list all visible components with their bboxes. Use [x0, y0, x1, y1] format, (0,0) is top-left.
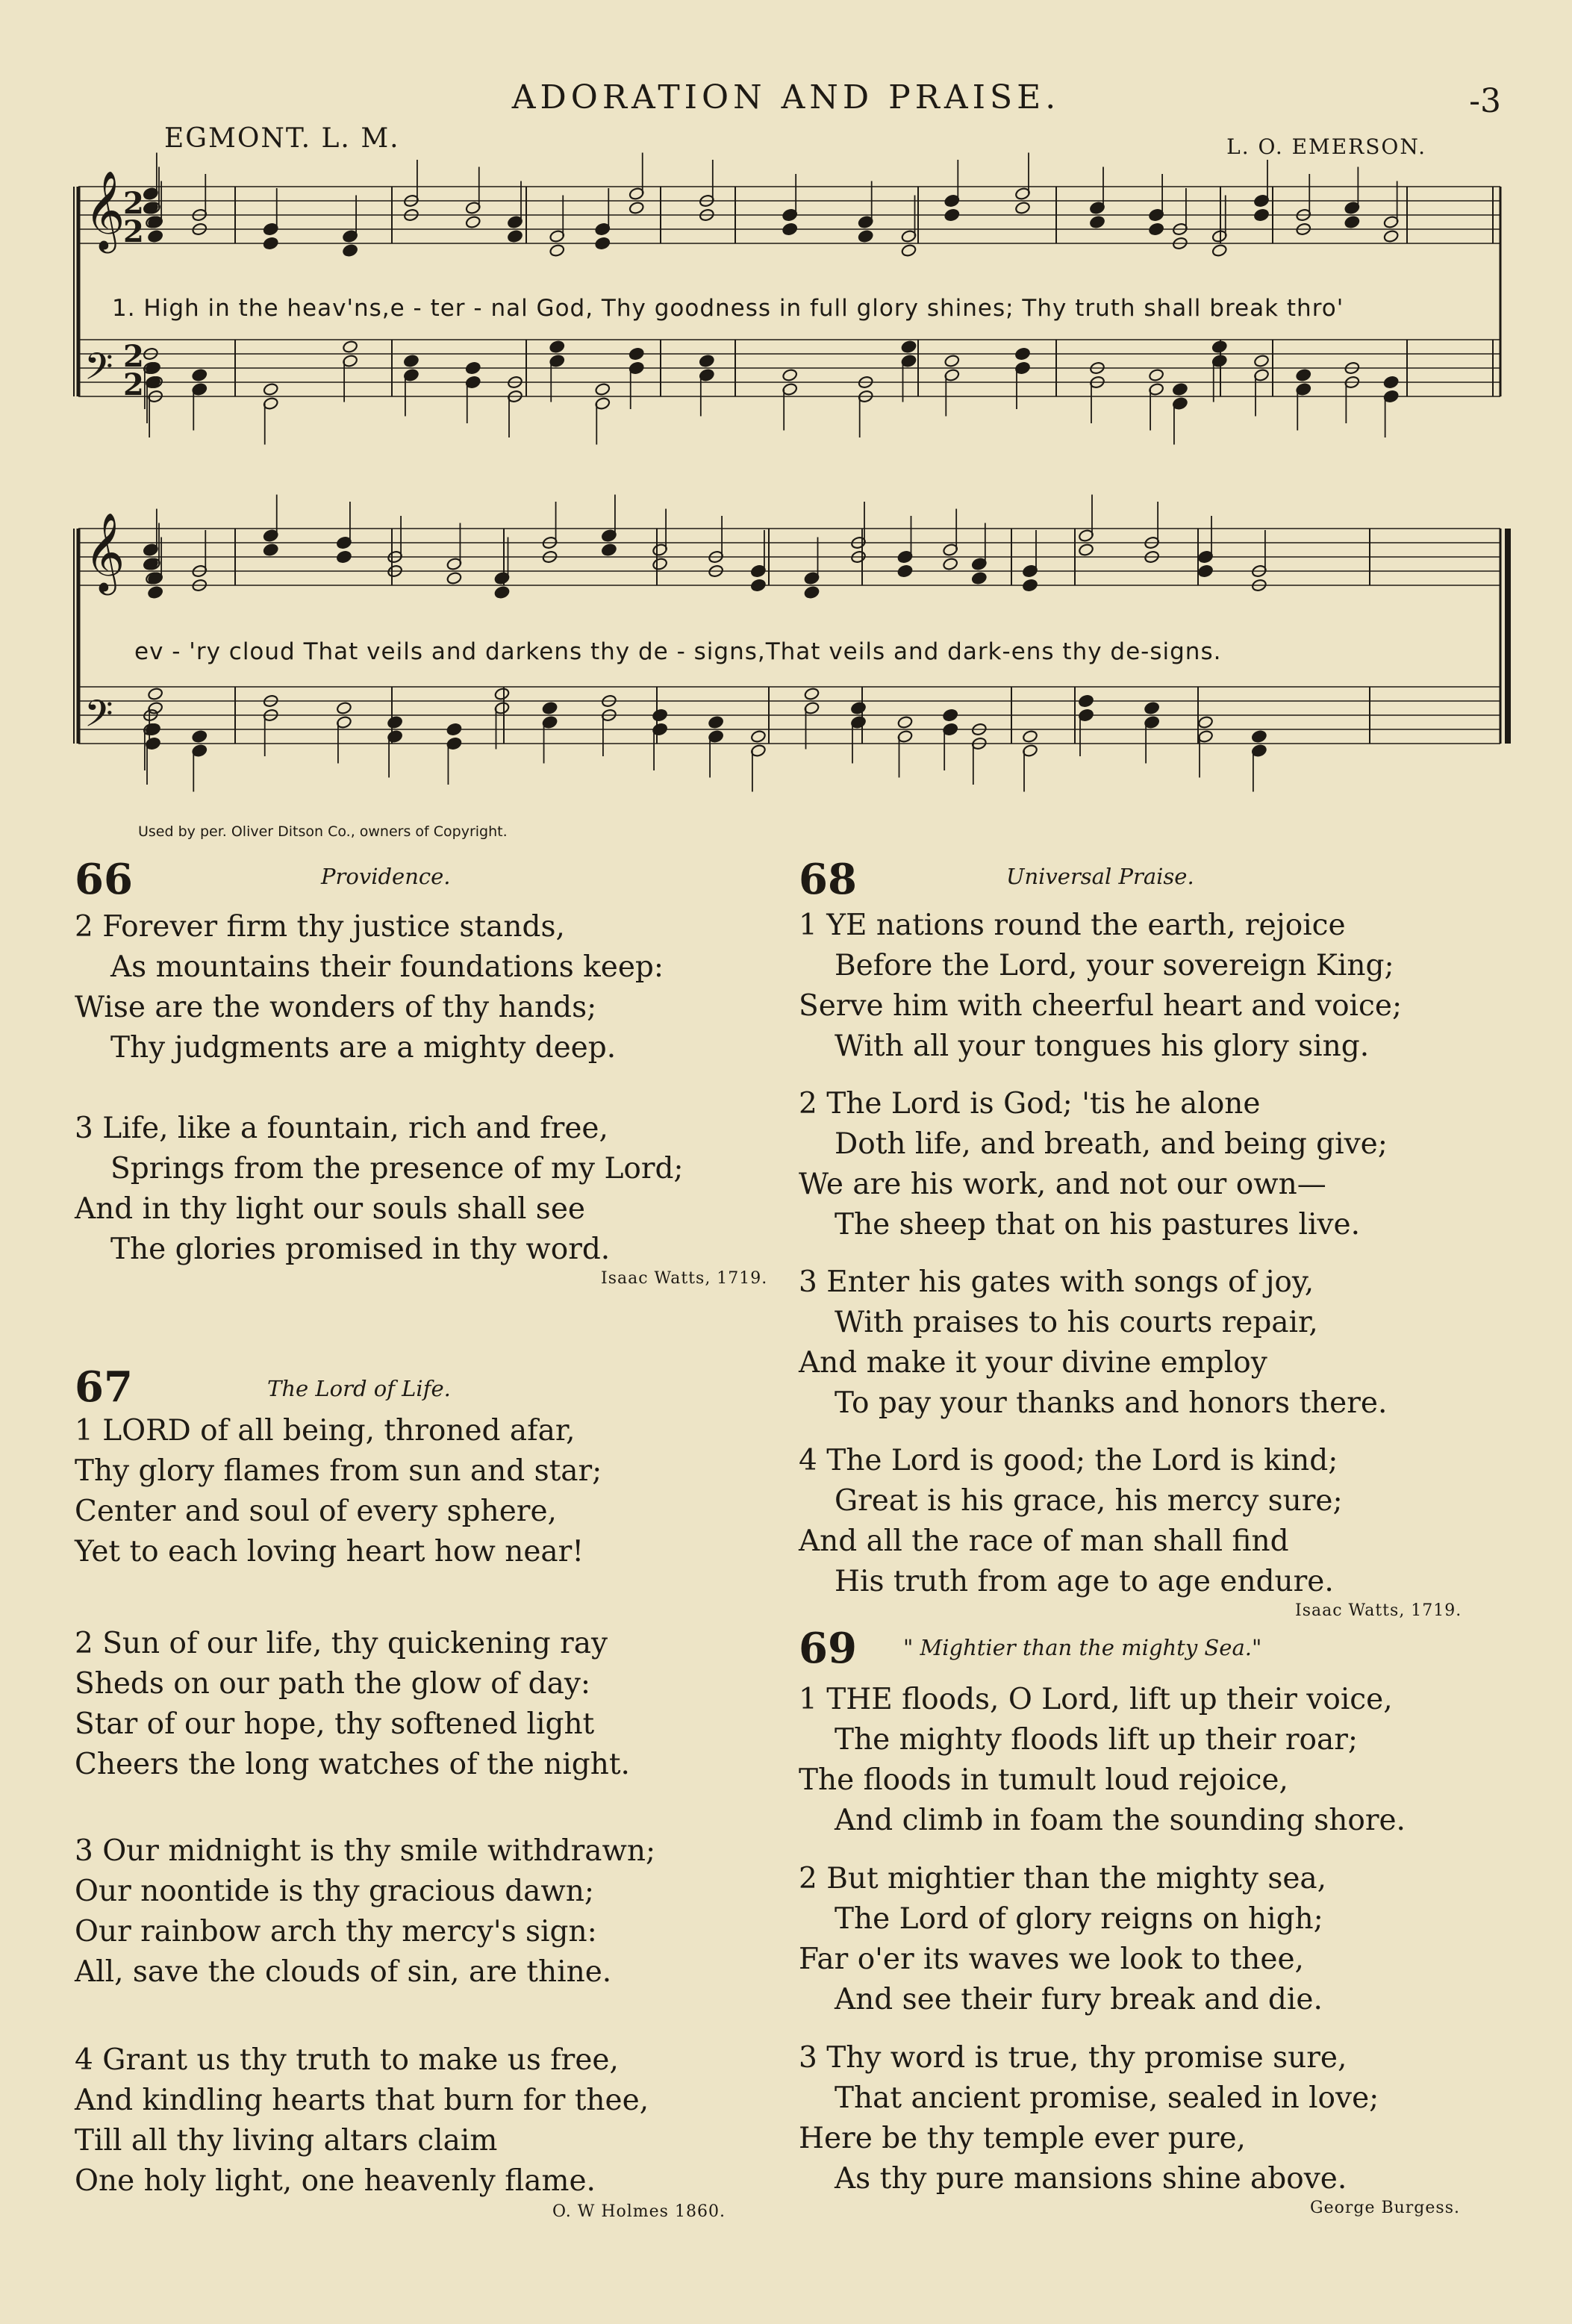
bass-clef-icon: 𝄢 — [84, 345, 113, 398]
stanza-line: Doth life, and breath, and being give; — [835, 1127, 1388, 1161]
note-head — [629, 347, 644, 361]
note-head — [549, 243, 565, 257]
stanza-line: The mighty floods lift up their roar; — [835, 1723, 1359, 1757]
stanza-line: All, save the clouds of sin, are thine. — [75, 1955, 612, 1989]
hymn-number: 68 — [799, 855, 857, 904]
note-head — [147, 229, 163, 243]
note-head — [897, 715, 913, 729]
stanza-line: 2 Sun of our life, thy quickening ray — [75, 1627, 608, 1660]
note-head — [1148, 222, 1164, 236]
note-head — [147, 687, 163, 700]
stanza-line: 4 The Lord is good; the Lord is kind; — [799, 1444, 1338, 1477]
note-head — [1197, 715, 1213, 729]
stanza-1 — [75, 1411, 602, 1572]
stanza-1 — [799, 906, 1402, 1067]
note-head — [494, 687, 510, 700]
note-head — [542, 701, 558, 714]
note-head — [263, 237, 278, 250]
note-head — [336, 550, 352, 564]
stanza-line: The glories promised in thy word. — [110, 1233, 611, 1266]
note-head — [850, 701, 866, 714]
note-head — [943, 708, 958, 722]
note-head — [1078, 543, 1094, 556]
stanza-line: Thy glory flames from sun and star; — [75, 1454, 602, 1488]
stanza-line: 2 The Lord is God; 'tis he alone — [799, 1087, 1261, 1121]
stanza-line: Sheds on our path the glow of day: — [75, 1667, 590, 1701]
bass-clef-icon: 𝄢 — [84, 692, 113, 745]
note-head — [263, 543, 278, 556]
note-head — [1078, 694, 1094, 708]
note-head — [465, 361, 481, 375]
note-head — [858, 229, 873, 243]
treble-clef-icon: 𝄞 — [84, 511, 125, 592]
note-head — [507, 229, 523, 243]
stanza-line: Far o'er its waves we look to thee, — [799, 1943, 1304, 1976]
note-head — [1014, 201, 1030, 214]
note-head — [1089, 215, 1105, 228]
note-head — [943, 557, 958, 570]
stanza-line: Thy judgments are a mighty deep. — [110, 1031, 617, 1065]
note-head — [782, 368, 798, 381]
hymn-author: O. W Holmes 1860. — [552, 2202, 726, 2221]
stanza-line: As mountains their foundations keep: — [110, 950, 664, 984]
note-head — [465, 215, 481, 228]
hymn-author: Isaac Watts, 1719. — [1295, 1601, 1462, 1620]
stanza-2 — [75, 907, 664, 1068]
time-signature-numerator: 2 — [123, 186, 144, 222]
lyric-line-1: 1. High in the heav'ns,e - ter - nal God, Thy goodness in full glory shines; Thy truth shall break thro' — [112, 295, 1344, 322]
note-head — [336, 701, 352, 714]
stanza-3 — [75, 1109, 684, 1270]
stanza-line: The Lord of glory reigns on high; — [835, 1902, 1323, 1936]
time-signature-numerator: 2 — [123, 339, 144, 375]
note-head — [804, 687, 820, 700]
stanza-line: 4 Grant us thy truth to make us free, — [75, 2043, 619, 2077]
note-head — [629, 201, 644, 214]
note-head — [595, 382, 611, 396]
hymn-title: " Mightier than the mighty Sea." — [903, 1635, 1262, 1660]
hymn-title: Providence. — [321, 864, 451, 889]
note-head — [1014, 347, 1030, 361]
page-number: -3 — [1469, 82, 1501, 120]
note-head — [1251, 729, 1267, 743]
stanza-line: To pay your thanks and honors there. — [835, 1386, 1388, 1420]
stanza-line: Yet to each loving heart how near! — [75, 1535, 584, 1568]
note-head — [708, 715, 723, 729]
stanza-line: His truth from age to age endure. — [835, 1565, 1334, 1598]
note-head — [652, 557, 667, 570]
stanza-line: 1 YE nations round the earth, rejoice — [799, 909, 1346, 942]
note-head — [1148, 368, 1164, 381]
stanza-line: Cheers the long watches of the night. — [75, 1748, 630, 1781]
lyric-line-2: ev - 'ry cloud That veils and darkens thy de - signs,That veils and dark-ens thy de-signs. — [134, 638, 1222, 665]
stanza-line: 3 Our midnight is thy smile withdrawn; — [75, 1834, 656, 1868]
note-head — [971, 571, 987, 585]
note-head — [750, 579, 766, 592]
note-head — [750, 729, 766, 743]
stanza-line: 2 But mightier than the mighty sea, — [799, 1862, 1327, 1895]
note-head — [1144, 701, 1159, 714]
note-head — [446, 723, 462, 736]
note-head — [1022, 579, 1038, 592]
hymn-title: The Lord of Life. — [267, 1376, 451, 1401]
note-head — [595, 237, 611, 250]
tune-name: EGMONT. L. M. — [164, 123, 400, 154]
stanza-line: One holy light, one heavenly flame. — [75, 2164, 596, 2198]
note-head — [147, 585, 163, 599]
note-head — [1383, 229, 1399, 243]
stanza-3 — [799, 2038, 1379, 2199]
stanza-line: 3 Enter his gates with songs of joy, — [799, 1265, 1314, 1299]
note-head — [1211, 340, 1227, 353]
stanza-3 — [75, 1831, 655, 1993]
stanza-line: 2 Forever firm thy justice stands, — [75, 910, 565, 944]
stanza-line: Here be thy temple ever pure, — [799, 2122, 1246, 2155]
stanza-line: 3 Thy word is true, thy promise sure, — [799, 2041, 1347, 2075]
stanza-line: With all your tongues his glory sing. — [835, 1029, 1370, 1063]
stanza-line: The sheep that on his pastures live. — [835, 1208, 1360, 1242]
stanza-line: Center and soul of every sphere, — [75, 1495, 557, 1528]
note-head — [1172, 382, 1188, 396]
stanza-line: And in thy light our souls shall see — [75, 1192, 585, 1226]
stanza-line: And climb in foam the sounding shore. — [835, 1804, 1406, 1837]
note-head — [804, 585, 820, 599]
treble-clef-icon: 𝄞 — [84, 169, 125, 250]
composer: L. O. EMERSON. — [1226, 134, 1426, 159]
hymn-author: Isaac Watts, 1719. — [601, 1269, 768, 1288]
note-head — [901, 340, 917, 353]
note-head — [1211, 243, 1227, 257]
stanza-2 — [799, 1084, 1388, 1245]
note-head — [192, 729, 208, 743]
stanza-line: 3 Life, like a fountain, rich and free, — [75, 1112, 608, 1145]
stanza-line: Our rainbow arch thy mercy's sign: — [75, 1915, 597, 1948]
stanza-2 — [799, 1859, 1326, 2020]
time-signature-denominator: 2 — [123, 214, 144, 250]
stanza-line: And see their fury break and die. — [835, 1983, 1323, 2016]
note-head — [1022, 729, 1038, 743]
stanza-4 — [75, 2040, 649, 2202]
stanza-line: Serve him with cheerful heart and voice; — [799, 989, 1403, 1023]
stanza-2 — [75, 1624, 630, 1785]
stanza-line: Our noontide is thy gracious dawn; — [75, 1875, 595, 1908]
stanza-line: We are his work, and not our own— — [799, 1168, 1326, 1201]
hymn-number: 67 — [75, 1362, 133, 1412]
running-head: ADORATION AND PRAISE. — [511, 78, 1061, 116]
note-head — [342, 243, 358, 257]
stanza-line: That ancient promise, sealed in love; — [835, 2081, 1379, 2115]
hymn-number: 66 — [75, 855, 133, 904]
stanza-line: 1 LORD of all being, throned afar, — [75, 1414, 576, 1448]
note-head — [263, 382, 278, 396]
hymn-title: Universal Praise. — [1006, 864, 1194, 889]
note-head — [1253, 208, 1269, 222]
stanza-line: Great is his grace, his mercy sure; — [835, 1484, 1343, 1518]
stanza-line: Till all thy living altars claim — [75, 2124, 498, 2158]
stanza-line: The floods in tumult loud rejoice, — [799, 1763, 1288, 1797]
stanza-4 — [799, 1441, 1343, 1602]
music-score — [0, 0, 1572, 844]
note-head — [601, 543, 617, 556]
note-head — [494, 585, 510, 599]
note-head — [192, 368, 208, 381]
stanza-line: And make it your divine employ — [799, 1346, 1267, 1380]
note-head — [387, 715, 402, 729]
note-head — [342, 340, 358, 353]
stanza-line: Before the Lord, your sovereign King; — [835, 949, 1394, 982]
note-head — [944, 208, 960, 222]
stanza-line: Star of our hope, thy softened light — [75, 1707, 595, 1741]
stanza-line: With praises to his courts repair, — [835, 1306, 1318, 1339]
stanza-line: And kindling hearts that burn for thee, — [75, 2084, 649, 2117]
copyright-notice: Used by per. Oliver Ditson Co., owners of Copyright. — [138, 823, 508, 840]
stanza-line: And all the race of man shall find — [799, 1524, 1289, 1558]
stanza-3 — [799, 1262, 1387, 1424]
note-head — [1383, 376, 1399, 389]
stanza-line: Springs from the presence of my Lord; — [110, 1152, 684, 1186]
note-head — [1344, 215, 1360, 228]
note-head — [897, 564, 913, 578]
hymn-author: George Burgess. — [1310, 2199, 1460, 2217]
hymn-number: 69 — [799, 1624, 857, 1673]
stanza-1 — [799, 1680, 1406, 1841]
note-head — [901, 243, 917, 257]
stanza-line: As thy pure mansions shine above. — [835, 2162, 1347, 2196]
note-head — [1197, 564, 1213, 578]
note-head — [944, 354, 960, 367]
note-head — [403, 354, 419, 367]
note-head — [699, 354, 714, 367]
note-head — [782, 222, 798, 236]
note-head — [652, 708, 667, 722]
stanza-line: 1 THE floods, O Lord, lift up their voice, — [799, 1683, 1393, 1716]
note-head — [446, 571, 462, 585]
time-signature-denominator: 2 — [123, 367, 144, 403]
stanza-line: Wise are the wonders of thy hands; — [75, 991, 597, 1024]
note-head — [1296, 368, 1311, 381]
note-head — [549, 340, 565, 353]
note-head — [1253, 354, 1269, 367]
